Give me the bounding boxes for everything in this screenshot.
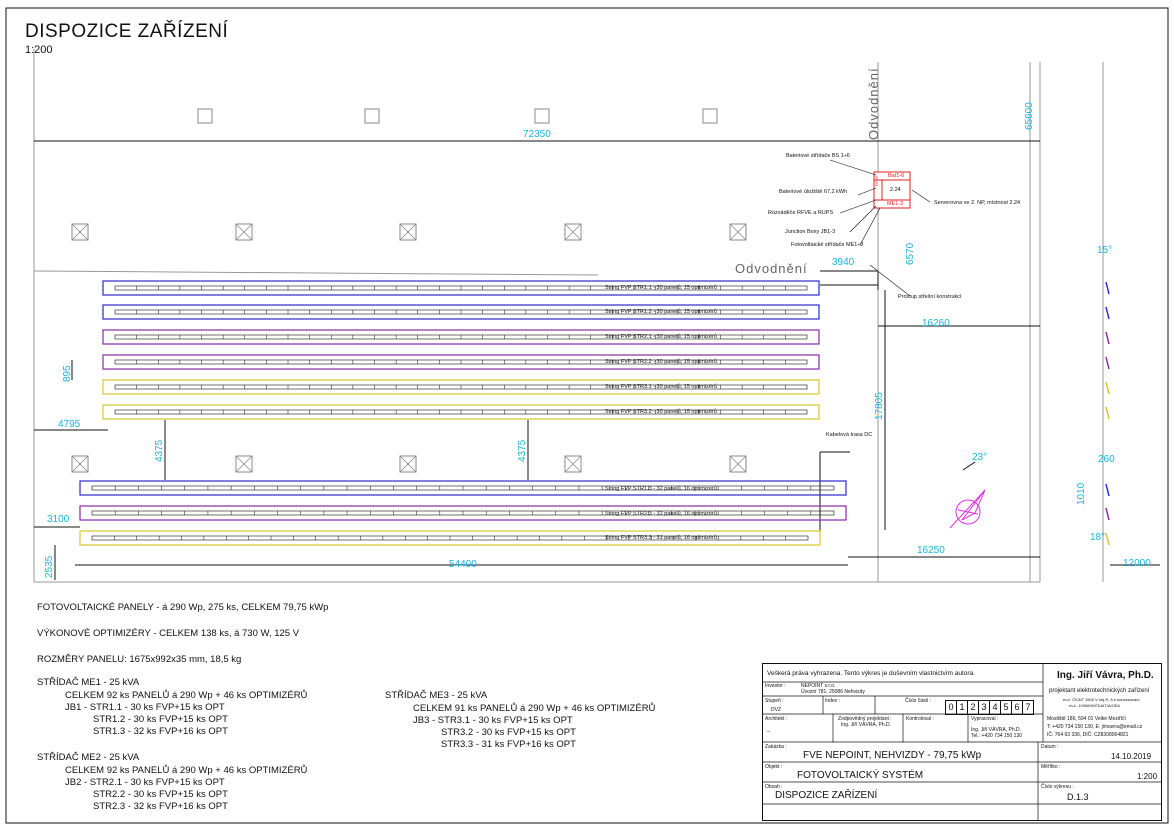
label-cable-route: Kabelová trasa DC [826, 432, 873, 438]
string-side-marker [1106, 357, 1109, 369]
note-me3-line: JB3 - STR3.1 - 30 ks FVP+15 ks OPT [413, 715, 573, 726]
dim-17805: 17805 [874, 392, 885, 420]
dim-16260: 16260 [922, 318, 950, 329]
part-digit: 5 [1000, 700, 1012, 715]
dim-260: 260 [1098, 454, 1115, 465]
part-digit: 4 [989, 700, 1001, 715]
tb-responsible-label: Zodpovědný projektant : [838, 716, 892, 722]
panel-row [80, 506, 846, 520]
dimension-lines [34, 141, 1160, 580]
dim-6570: 6570 [905, 242, 916, 265]
tb-control-label: Kontroloval : [906, 716, 934, 722]
string-side-marker [1106, 407, 1109, 419]
dim-right-height: 65600 [1024, 102, 1035, 130]
skylight [198, 109, 212, 123]
tb-investor-address: Úvozní 781, 25086 Nehvizdy [801, 689, 865, 695]
tb-index-label: Index : [825, 698, 841, 704]
note-me2-title: STŘÍDAČ ME2 - 25 kVA [37, 752, 140, 763]
note-me1-line: JB1 - STR1.1 - 30 ks FVP+15 ks OPT [65, 702, 225, 713]
tb-author-role: projektant elektrotechnických zařízení [1049, 688, 1150, 694]
part-digit: 2 [967, 700, 979, 715]
tb-rights: Veškerá práva vyhrazena. Tento výkres je duševním vlastnictvím autora. [767, 670, 975, 677]
smoke-vent [236, 224, 252, 240]
string-side-marker [1106, 508, 1109, 520]
north-arrow [950, 462, 985, 528]
label-switchboard: Rozváděče RFVE a RUPS [768, 210, 834, 216]
tag-rfve: RFVE [874, 175, 879, 186]
label-pv-inverters: Fotovoltaické střídače ME1÷3 [791, 242, 864, 248]
string-label: String FVP STR1.3 - 32 panelů, 16 optimizérů [605, 486, 717, 492]
smoke-vent [400, 224, 416, 240]
tb-date: 14.10.2019 [1111, 752, 1152, 761]
dim-54400: 54400 [449, 559, 477, 570]
tb-author-reg2: ev.č. 1006690/ČKAIT/A/OEA [1069, 703, 1121, 708]
note-me3-title: STŘÍDAČ ME3 - 25 kVA [385, 690, 488, 701]
string-label: String FVP STR1.1 - 30 panelů, 15 optimizérů [605, 285, 717, 291]
tb-scale-label: Měřítko : [1041, 764, 1061, 770]
tb-architect: -- [767, 729, 771, 735]
tb-part-label: Číslo části : [905, 698, 931, 704]
note-me2-line: JB2 - STR2.1 - 30 ks FVP+15 ks OPT [65, 777, 225, 788]
note-me2-total: CELKEM 92 ks PANELŮ á 290 Wp + 46 ks OPTIMIZÉRŮ [65, 765, 308, 776]
tb-scale: 1:200 [1137, 772, 1158, 781]
string-side-marker [1106, 307, 1109, 319]
tb-object-label: Objekt : [765, 764, 783, 770]
equipment-block [830, 160, 930, 296]
tb-responsible: Ing. Jiří VÁVRA, Ph.D. [841, 722, 892, 728]
panel-rows [80, 281, 846, 545]
tb-contact2: T: +420 734 150 130, E: jirivavra@email.cz [1047, 724, 1143, 730]
drainage-label-horizontal: Odvodnění [735, 261, 808, 276]
string-label: String FVP STR3.3 - 31 panelů, 16 optimizérů [605, 535, 717, 541]
string-side-marker [1106, 533, 1109, 545]
tb-author: Ing. Jiří Vávra, Ph.D. [1057, 670, 1154, 681]
panel-row [80, 481, 846, 495]
note-me1-line: STR1.3 - 32 ks FVP+16 ks OPT [93, 726, 228, 737]
string-label: String FVP STR2.2 - 30 panelů, 15 optimizérů [605, 359, 717, 365]
label-junction: Junction Boxy JB1-3 [785, 229, 836, 235]
side-markers [1106, 282, 1109, 545]
note-optimizers: VÝKONOVÉ OPTIMIZÉRY - CELKEM 138 ks, á 730 W, 125 V [37, 628, 300, 639]
tb-order-label: Zakázka : [765, 744, 787, 750]
smoke-vent [565, 224, 581, 240]
dim-4795: 4795 [58, 419, 81, 430]
smoke-vent [400, 456, 416, 472]
dim-top-width: 72350 [523, 129, 551, 140]
tb-author-reg: ev.č. ČKAIT 1500 V obj.R, A e koncesovaní [1063, 697, 1140, 702]
tb-architect-label: Architekt : [765, 716, 788, 722]
tb-date-label: Datum : [1041, 744, 1059, 750]
skylight [535, 109, 549, 123]
label-server-room: Serverovna ve 2. NP, místnost 2.24 [934, 200, 1021, 206]
tb-contact1: Mostiště 186, 594 01 Velké Meziříčí [1047, 716, 1126, 722]
note-me1-line: STR1.2 - 30 ks FVP+15 ks OPT [93, 714, 228, 725]
tag-battery: Bat1-6 [888, 173, 905, 179]
skylight [703, 109, 717, 123]
note-me2-line: STR2.3 - 32 ks FVP+16 ks OPT [93, 801, 228, 812]
dim-16250: 16250 [917, 545, 945, 556]
tb-contact3: IČ: 764 63 336, DIČ: CZ8308064821 [1047, 732, 1129, 738]
string-label: String FVP STR1.2 - 30 panelů, 15 optimizérů [605, 309, 717, 315]
smoke-vent [730, 224, 746, 240]
tb-investor-label: Investor : [765, 683, 786, 689]
smoke-vent [730, 456, 746, 472]
tag-inverters: ME1-3 [887, 201, 904, 207]
dim-3940: 3940 [832, 257, 855, 268]
note-me1-title: STŘÍDAČ ME1 - 25 kVA [37, 677, 140, 688]
dim-2535: 2535 [44, 555, 55, 578]
drawing-title: DISPOZICE ZAŘÍZENÍ [25, 21, 229, 42]
note-me1-total: CELKEM 92 ks PANELŮ á 290 Wp + 46 ks OPTIMIZÉRŮ [65, 690, 308, 701]
smoke-vent [236, 456, 252, 472]
tb-order: FVE NEPOINT, NEHVIZDY - 79,75 kWp [803, 750, 982, 761]
tb-num: D.1.3 [1067, 792, 1089, 802]
note-me2-line: STR2.2 - 30 ks FVP+15 ks OPT [93, 789, 228, 800]
note-me3-line: STR3.2 - 30 ks FVP+15 ks OPT [441, 727, 576, 738]
string-label: String FVP STR2.1 - 30 panelů, 15 optimizérů [605, 334, 717, 340]
label-roof-pass: Prostup střešní konstrukcí [898, 294, 962, 300]
note-me3-total: CELKEM 91 ks PANELŮ á 290 Wp + 46 ks OPTIMIZÉRŮ [413, 703, 656, 714]
label-battery-storage: Bateriové úložiště 67,2 kWh [779, 189, 848, 195]
angle-23: 23° [972, 452, 988, 463]
dim-4375b: 4375 [517, 439, 528, 462]
smoke-vent [72, 224, 88, 240]
dim-895: 895 [62, 365, 73, 382]
tb-drawing-label: Obsah : [765, 784, 783, 790]
part-digit: 0 [945, 700, 957, 715]
dim-3100: 3100 [47, 514, 70, 525]
tb-stage: DVZ [771, 707, 781, 713]
tb-drawn-tel: Tel.: +420 734 150 130 [971, 733, 1023, 739]
tb-num-label: Číslo výkresu : [1041, 784, 1074, 790]
note-panels: FOTOVOLTAICKÉ PANELY - á 290 Wp, 275 ks, CELKEM 79,75 kWp [37, 602, 329, 613]
drainage-label-vertical: Odvodnění [866, 67, 881, 140]
dim-4375a: 4375 [154, 439, 165, 462]
dim-1010: 1010 [1076, 482, 1087, 505]
drawing-scale: 1:200 [25, 44, 53, 56]
dim-12000: 12000 [1123, 558, 1151, 569]
tag-room: 2.24 [890, 187, 901, 193]
string-side-marker [1106, 382, 1109, 394]
angle-15: 15° [1097, 245, 1113, 256]
string-side-marker [1106, 332, 1109, 344]
tb-drawn: Ing. Jiří VÁVRA, Ph.D. [971, 727, 1022, 733]
note-panel-dimensions: ROZMĚRY PANELU: 1675x992x35 mm, 18,5 kg [37, 654, 242, 665]
label-battery-breakers: Bateriové střídače BS 1÷6 [786, 153, 850, 159]
string-label: String FVP STR2.3 - 32 panelů, 16 optimizérů [605, 511, 717, 517]
tb-drawn-label: Vypracoval : [971, 716, 999, 722]
part-digit: 3 [978, 700, 990, 715]
string-label: String FVP STR3.1 - 30 panelů, 15 optimizérů [605, 384, 717, 390]
tb-object: FOTOVOLTAICKÝ SYSTÉM [797, 770, 924, 781]
smoke-vent [72, 456, 88, 472]
string-label: String FVP STR3.2 - 30 panelů, 15 optimizérů [605, 409, 717, 415]
title-block [762, 663, 1162, 821]
string-side-marker [1106, 484, 1109, 496]
tb-drawing: DISPOZICE ZAŘÍZENÍ [775, 790, 878, 801]
part-digit: 7 [1022, 700, 1034, 715]
tb-stage-label: Stupeň : [765, 698, 784, 704]
skylight [365, 109, 379, 123]
smoke-vent [565, 456, 581, 472]
tb-investor: NEPOINT s.r.o. [801, 683, 836, 689]
string-side-marker [1106, 282, 1109, 294]
tb-part-digits [945, 700, 1033, 715]
angle-18: 18° [1090, 532, 1106, 543]
note-me3-line: STR3.3 - 31 ks FVP+16 ks OPT [441, 739, 576, 750]
part-digit: 1 [956, 700, 968, 715]
part-digit: 6 [1011, 700, 1023, 715]
